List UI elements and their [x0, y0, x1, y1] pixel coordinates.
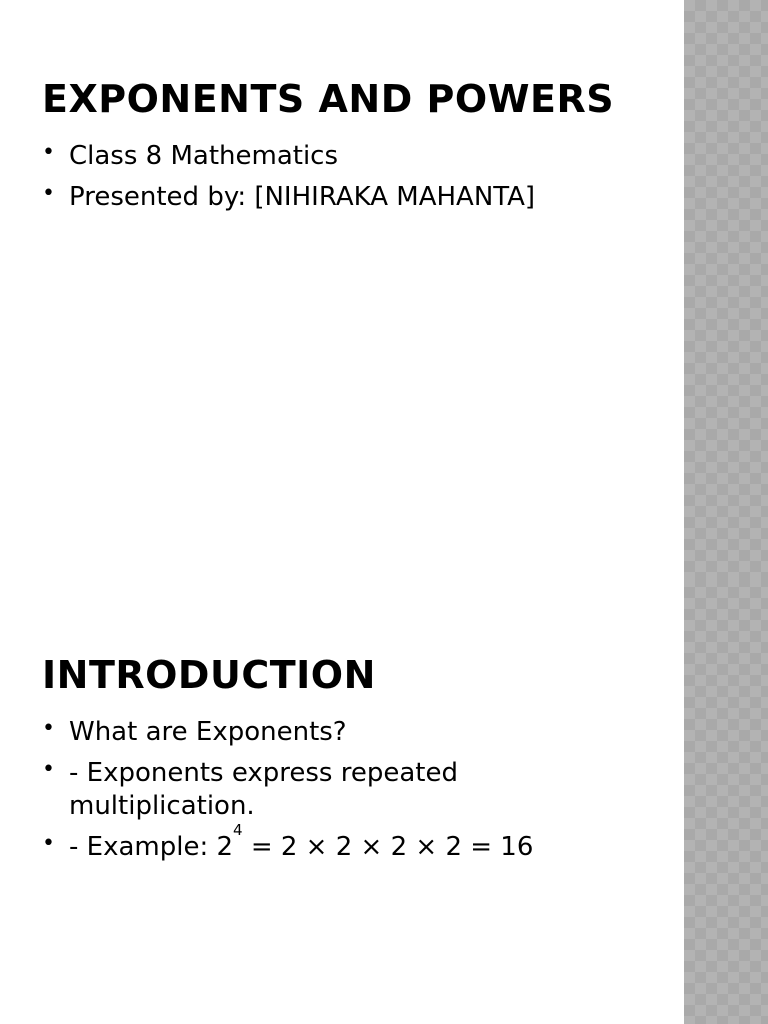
slide-introduction-heading: INTRODUCTION	[42, 653, 376, 697]
decorative-pattern-strip	[684, 0, 768, 576]
example-prefix: - Example: 2	[69, 832, 234, 862]
bullet-text: Presented by: [NIHIRAKA MAHANTA]	[69, 182, 536, 212]
example-exponent: 4	[233, 821, 243, 840]
bullet-icon: •	[42, 140, 55, 165]
bullet-text: - Exponents express repeated multiplication.	[69, 758, 458, 821]
slide-title-bullets	[42, 140, 642, 222]
bullet-item-example	[42, 821, 642, 864]
slide-introduction-bullets	[42, 716, 642, 872]
bullet-icon: •	[42, 757, 55, 782]
decorative-pattern-strip	[684, 576, 768, 1024]
bullet-text: What are Exponents?	[69, 717, 347, 747]
slide-title-heading: EXPONENTS AND POWERS	[42, 77, 615, 121]
bullet-item	[42, 140, 642, 173]
bullet-item	[42, 181, 642, 214]
bullet-text: Class 8 Mathematics	[69, 141, 339, 171]
bullet-icon: •	[42, 181, 55, 206]
bullet-item	[42, 716, 642, 749]
example-suffix: = 2 × 2 × 2 × 2 = 16	[242, 832, 534, 862]
bullet-item	[42, 757, 642, 823]
bullet-icon: •	[42, 716, 55, 741]
bullet-icon: •	[42, 831, 55, 856]
slide-introduction	[0, 576, 684, 1024]
